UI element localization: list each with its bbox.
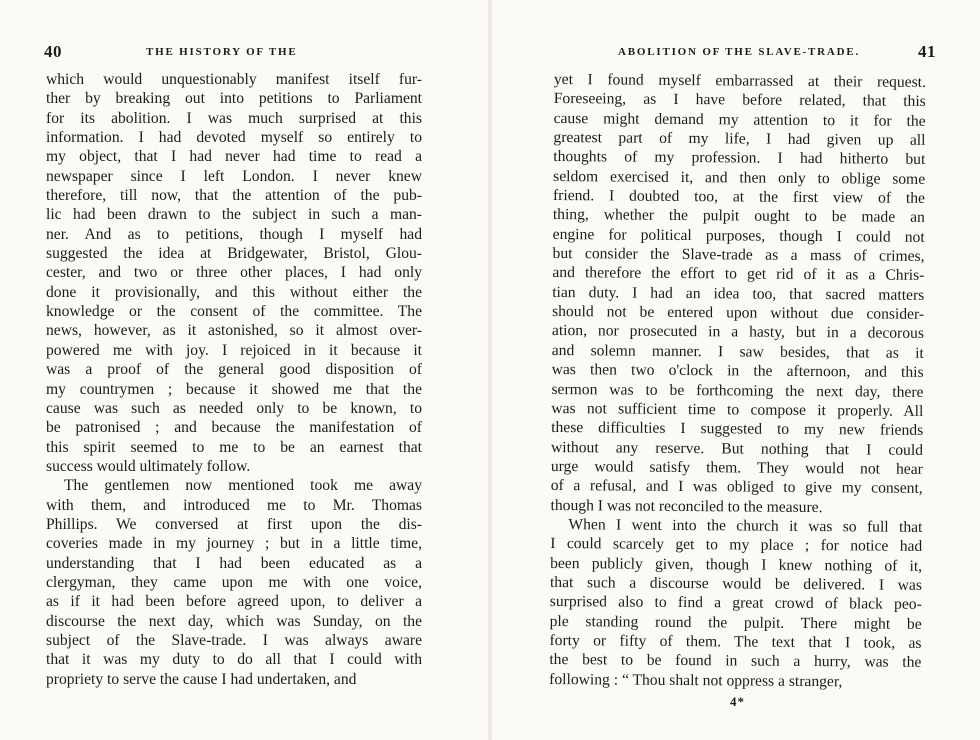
text-line: success would ultimately follow. xyxy=(46,457,251,475)
text-line: was not sufficient time to compose it properly. All xyxy=(551,399,924,420)
text-line: was then two o'clock in the afternoon, and this xyxy=(551,361,924,382)
text-line: newspaper since I left London. I never knew xyxy=(46,167,422,185)
text-line: tian duty. I had an idea too, that sacred matters xyxy=(552,283,925,304)
text-line: should not be entered upon without due consider- xyxy=(552,303,925,324)
text-line: of a refusal, and I was obliged to give my consent, xyxy=(550,477,923,498)
text-line: ther by breaking out into petitions to Parliament xyxy=(46,90,422,108)
text-line: be patronised ; and because the manifestation of xyxy=(46,419,422,437)
text-line: without any reserve. But nothing that I could xyxy=(550,438,924,459)
text-line: powered me with joy. I rejoiced in it because it xyxy=(46,341,422,359)
text-line: was a proof of the general good disposition of xyxy=(46,361,422,379)
text-line: discourse the next day, which was Sunday, on the xyxy=(46,612,422,630)
signature-mark: 4* xyxy=(730,694,745,709)
text-line: ple standing round the pulpit. There might be xyxy=(549,612,922,633)
text-line: Foreseeing, as I have before related, that this xyxy=(553,90,926,111)
text-line: that such a discourse would be delivered. I was xyxy=(549,573,923,594)
text-line: friend. I doubted too, at the first view of the xyxy=(552,187,926,207)
text-line: these difficulties I suggested to my new friends xyxy=(551,419,924,440)
text-line: therefore, till now, that the attention of the pub- xyxy=(46,187,422,205)
text-line: my countrymen ; because it showed me that the xyxy=(46,380,422,398)
text-line: coveries made in my journey ; but in a little time, xyxy=(46,535,422,553)
text-line: been publicly given, though I knew nothing of it, xyxy=(550,554,923,575)
right-page-text xyxy=(549,70,926,692)
right-page xyxy=(490,0,980,740)
text-line: propriety to serve the cause I had undertaken, and xyxy=(46,670,357,688)
text-line: clergyman, they came upon me with one voice, xyxy=(46,573,422,591)
text-line: following : “ Thou shalt not oppress a stranger, xyxy=(549,670,843,690)
left-page-number: 40 xyxy=(44,42,62,61)
text-line: ation, nor prosecuted in a hasty, but in a decorous xyxy=(551,322,925,343)
text-line: surprised also to find a great crowd of black peo- xyxy=(549,593,922,614)
text-line: which would unquestionably manifest itself fur- xyxy=(46,71,422,88)
text-line: with them, and introduced me to Mr. Thomas xyxy=(46,496,422,514)
text-line: subject of the Slave-trade. I was always aware xyxy=(46,631,422,649)
text-line: and therefore the effort to get rid of it as a Chris- xyxy=(552,264,925,285)
text-line: my object, that I had never had time to read a xyxy=(46,148,422,166)
text-line: suggested the idea at Bridgewater, Bristol, Glou- xyxy=(46,245,422,263)
text-line: cause was such as needed only to be known, to xyxy=(46,399,422,417)
text-line: Phillips. We conversed at first upon the dis- xyxy=(46,515,422,533)
text-line: The gentlemen now mentioned took me away xyxy=(64,477,422,495)
text-line: done it provisionally, and this without either the xyxy=(46,283,422,301)
text-line: this spirit seemed to me to be an earnest that xyxy=(46,438,422,456)
text-line: seldom exercised it, and then only to oblige some xyxy=(553,167,926,188)
text-line: understanding that I had been educated as a xyxy=(46,554,422,572)
text-line: though I was not reconciled to the measure. xyxy=(550,496,823,516)
text-line: When I went into the church it was so full that xyxy=(568,516,923,536)
text-line: thoughts of my profession. I had hitherto but xyxy=(553,148,926,169)
text-line: knowledge or the consent of the committee. The xyxy=(46,303,422,321)
text-line: thing, whether the pulpit ought to be made an xyxy=(552,206,925,227)
text-line: I could scarcely get to my place ; for notice had xyxy=(550,535,923,556)
text-line: information. I had devoted myself so entirely to xyxy=(46,129,422,147)
right-page-number: 41 xyxy=(918,42,936,61)
text-line: lic had been drawn to the subject in such a man- xyxy=(46,206,422,224)
text-line: but consider the Slave-trade as a mass of crimes, xyxy=(552,245,925,266)
right-running-head: ABOLITION OF THE SLAVE-TRADE. xyxy=(618,46,861,58)
text-line: cause might demand my attention to it for the xyxy=(553,109,926,130)
left-page-text xyxy=(46,70,422,689)
text-line: for its abolition. I was much surprised at this xyxy=(46,109,422,127)
text-line: forty or fifty of them. The text that I took, as xyxy=(549,631,922,652)
text-line: news, however, as it astonished, so it almost over- xyxy=(46,322,422,340)
text-line: as if it had been before agreed upon, to deliver a xyxy=(46,593,422,611)
text-line: cester, and two or three other places, I had only xyxy=(46,264,422,282)
text-line: greatest part of my life, I had given up all xyxy=(553,129,926,149)
text-line: engine for political purposes, though I could not xyxy=(552,225,925,246)
text-line: urge would satisfy them. They would not hear xyxy=(550,457,923,478)
text-line: yet I found myself embarrassed at their request. xyxy=(553,70,926,91)
text-line: sermon was to be forthcoming the next day, there xyxy=(551,380,924,401)
left-running-head: THE HISTORY OF THE xyxy=(146,46,298,58)
text-line: the best to be found in such a hurry, was the xyxy=(549,651,922,672)
text-line: that it was my duty to do all that I could with xyxy=(46,651,422,669)
text-line: ner. And as to petitions, though I myself had xyxy=(46,225,422,243)
text-line: and solemn manner. I saw besides, that as it xyxy=(551,341,924,362)
